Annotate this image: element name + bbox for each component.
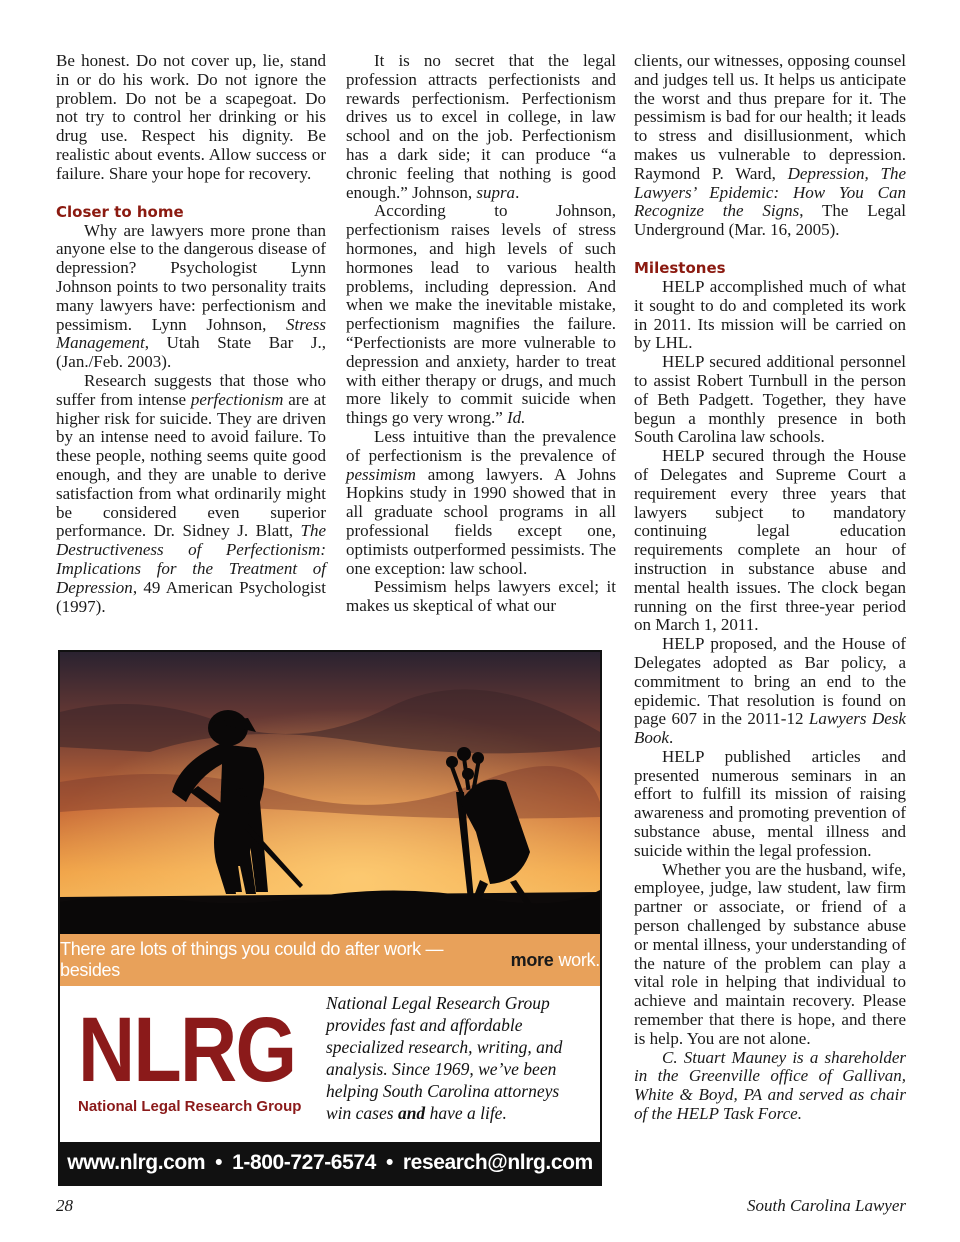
paragraph: Less intuitive than the prevalence of perfectionism is the prevalence of pessimism among lawyers. A Johns Hopkins study in 1990 showed that in all graduate school programs in all professional fields except one, optimists outperformed pessimists. The one exception: law school. [346,426,616,578]
ad-email-link[interactable]: research@nlrg.com [402,1151,593,1174]
ad-phone-link[interactable]: 1-800-727-6574 [232,1151,376,1174]
nlrg-advertisement[interactable] [58,650,602,1186]
paragraph: Pessimism helps lawyers excel; it makes us skeptical of what our [346,577,616,616]
nlrg-logo-text: NLRG [78,999,296,1101]
paragraph: clients, our witnesses, opposing counsel and judges tell us. It helps us anticipate the worst and thus prepare for it. The pessimism is bad for our health; it leads to stress and disillusionment, which makes us vulnerable to depression. Raymond P. Ward, Depression, The Lawyers’ Epidemic: How You Can Recognize the Signs, The Legal Underground (Mar. 16, 2005). [634,51,907,240]
paragraph: Research suggests that those who suffer from intense perfectionism are at higher risk for suicide. They are driven by an intense need to avoid failure. To these people, nothing seems quite good enough, and they are unable to derive satisfaction from what ordinarily might be considered even superior performance. Dr. Sidney J. Blatt, The Destructiveness of Perfectionism: Implications for the Treatment of Depression, 49 American Psychologist (1997). [56,370,326,616]
article-column-3 [634,52,906,1124]
page-number: 28 [56,1196,73,1215]
article-column-2 [346,52,616,616]
sunset-golf-photo [60,652,600,934]
paragraph: HELP accomplished much of what it sought to do and completed its work in 2011. Its mission will be carried on by LHL. [634,276,906,353]
paragraph: HELP proposed, and the House of Delegates adopted as Bar policy, a commitment to bring an end to the epidemic. That resolution is found on page 607 in the 2011-12 Lawyers Desk Book. [634,634,906,748]
paragraph: It is no secret that the legal profession attracts perfectionists and rewards perfectionism. Perfectionism drives us to excel in college, in law school and on the job. Perfectionism has a dark side; it can produce “a chronic feeling that nothing is good enough.” Johnson, supra. [346,51,616,202]
publication-name: South Carolina Lawyer [747,1196,906,1215]
paragraph: Why are lawyers more prone than anyone else to the dangerous disease of depression? Psychologist Lynn Johnson points to two personality traits many lawyers have: perfectionism and pessimism. Lynn Johnson, Stress Management, Utah State Bar J., (Jan./Feb. 2003). [56,220,326,372]
separator: • [215,1151,223,1174]
author-byline: C. Stuart Mauney is a shareholder in the Greenville office of Gallivan, White & Boyd, PA and served as chair of the HELP Task Force. [634,1047,906,1124]
nlrg-logo[interactable] [78,999,308,1115]
nlrg-logo-subtitle: National Legal Research Group [78,1098,302,1115]
subhead-milestones: Milestones [634,258,726,277]
ad-body-copy: National Legal Research Group provides fast and affordable specialized research, writing, and analysis. Since 1969, we’ve been helping South Carolina attorneys win cases and have a life. [326,993,563,1123]
ad-tagline-strip: There are lots of things you could do after work — besides more work. [60,934,600,986]
paragraph: According to Johnson, perfectionism raises levels of stress hormones, and high levels of such hormones lead to various health problems, including depression. And when we make the inevitable mistake, perfectionism magnifies the failure. “Perfectionists are more vulnerable to depression and anxiety, harder to treat with either therapy or drugs, and much more likely to commit suicide when things go very wrong.” Id. [346,201,616,428]
ad-website-link[interactable]: www.nlrg.com [67,1151,206,1174]
separator: • [385,1151,393,1174]
paragraph: HELP secured through the House of Delegates and Supreme Court a requirement every three years that lawyers subject to mandatory continuing legal education requirements complete an hour of instruction in substance abuse and mental health issues. The clock began running on the first three-year period on March 1, 2011. [634,446,906,635]
paragraph: HELP published articles and presented numerous seminars in an effort to fulfill its mission of raising awareness and promoting prevention of substance abuse, mental illness and suicide within the legal profession. [634,746,906,860]
article-column-1 [56,52,326,616]
subhead-closer-to-home: Closer to home [56,202,184,221]
paragraph: Be honest. Do not cover up, lie, stand in or do his work. Do not ignore the problem. Do not be a scapegoat. Do not try to control her drinking or his drug use. Respect his dignity. Be realistic about events. Allow success or failure. Share your hope for recovery. [56,51,326,183]
ad-contact-bar [60,1142,600,1184]
paragraph: Whether you are the husband, wife, employee, judge, law student, law firm partner or associate, or friend of a person challenged by substance abuse or mental illness, your understanding of the nature of the problem can play a vital role in helping that individual to achieve and maintain recovery. Please remember that there is hope, and there is help. You are not alone. [634,859,906,1048]
paragraph: HELP secured additional personnel to assist Robert Turnbull in the person of Beth Padgett. Together, they have begun a monthly presence in both South Carolina law schools. [634,352,906,447]
